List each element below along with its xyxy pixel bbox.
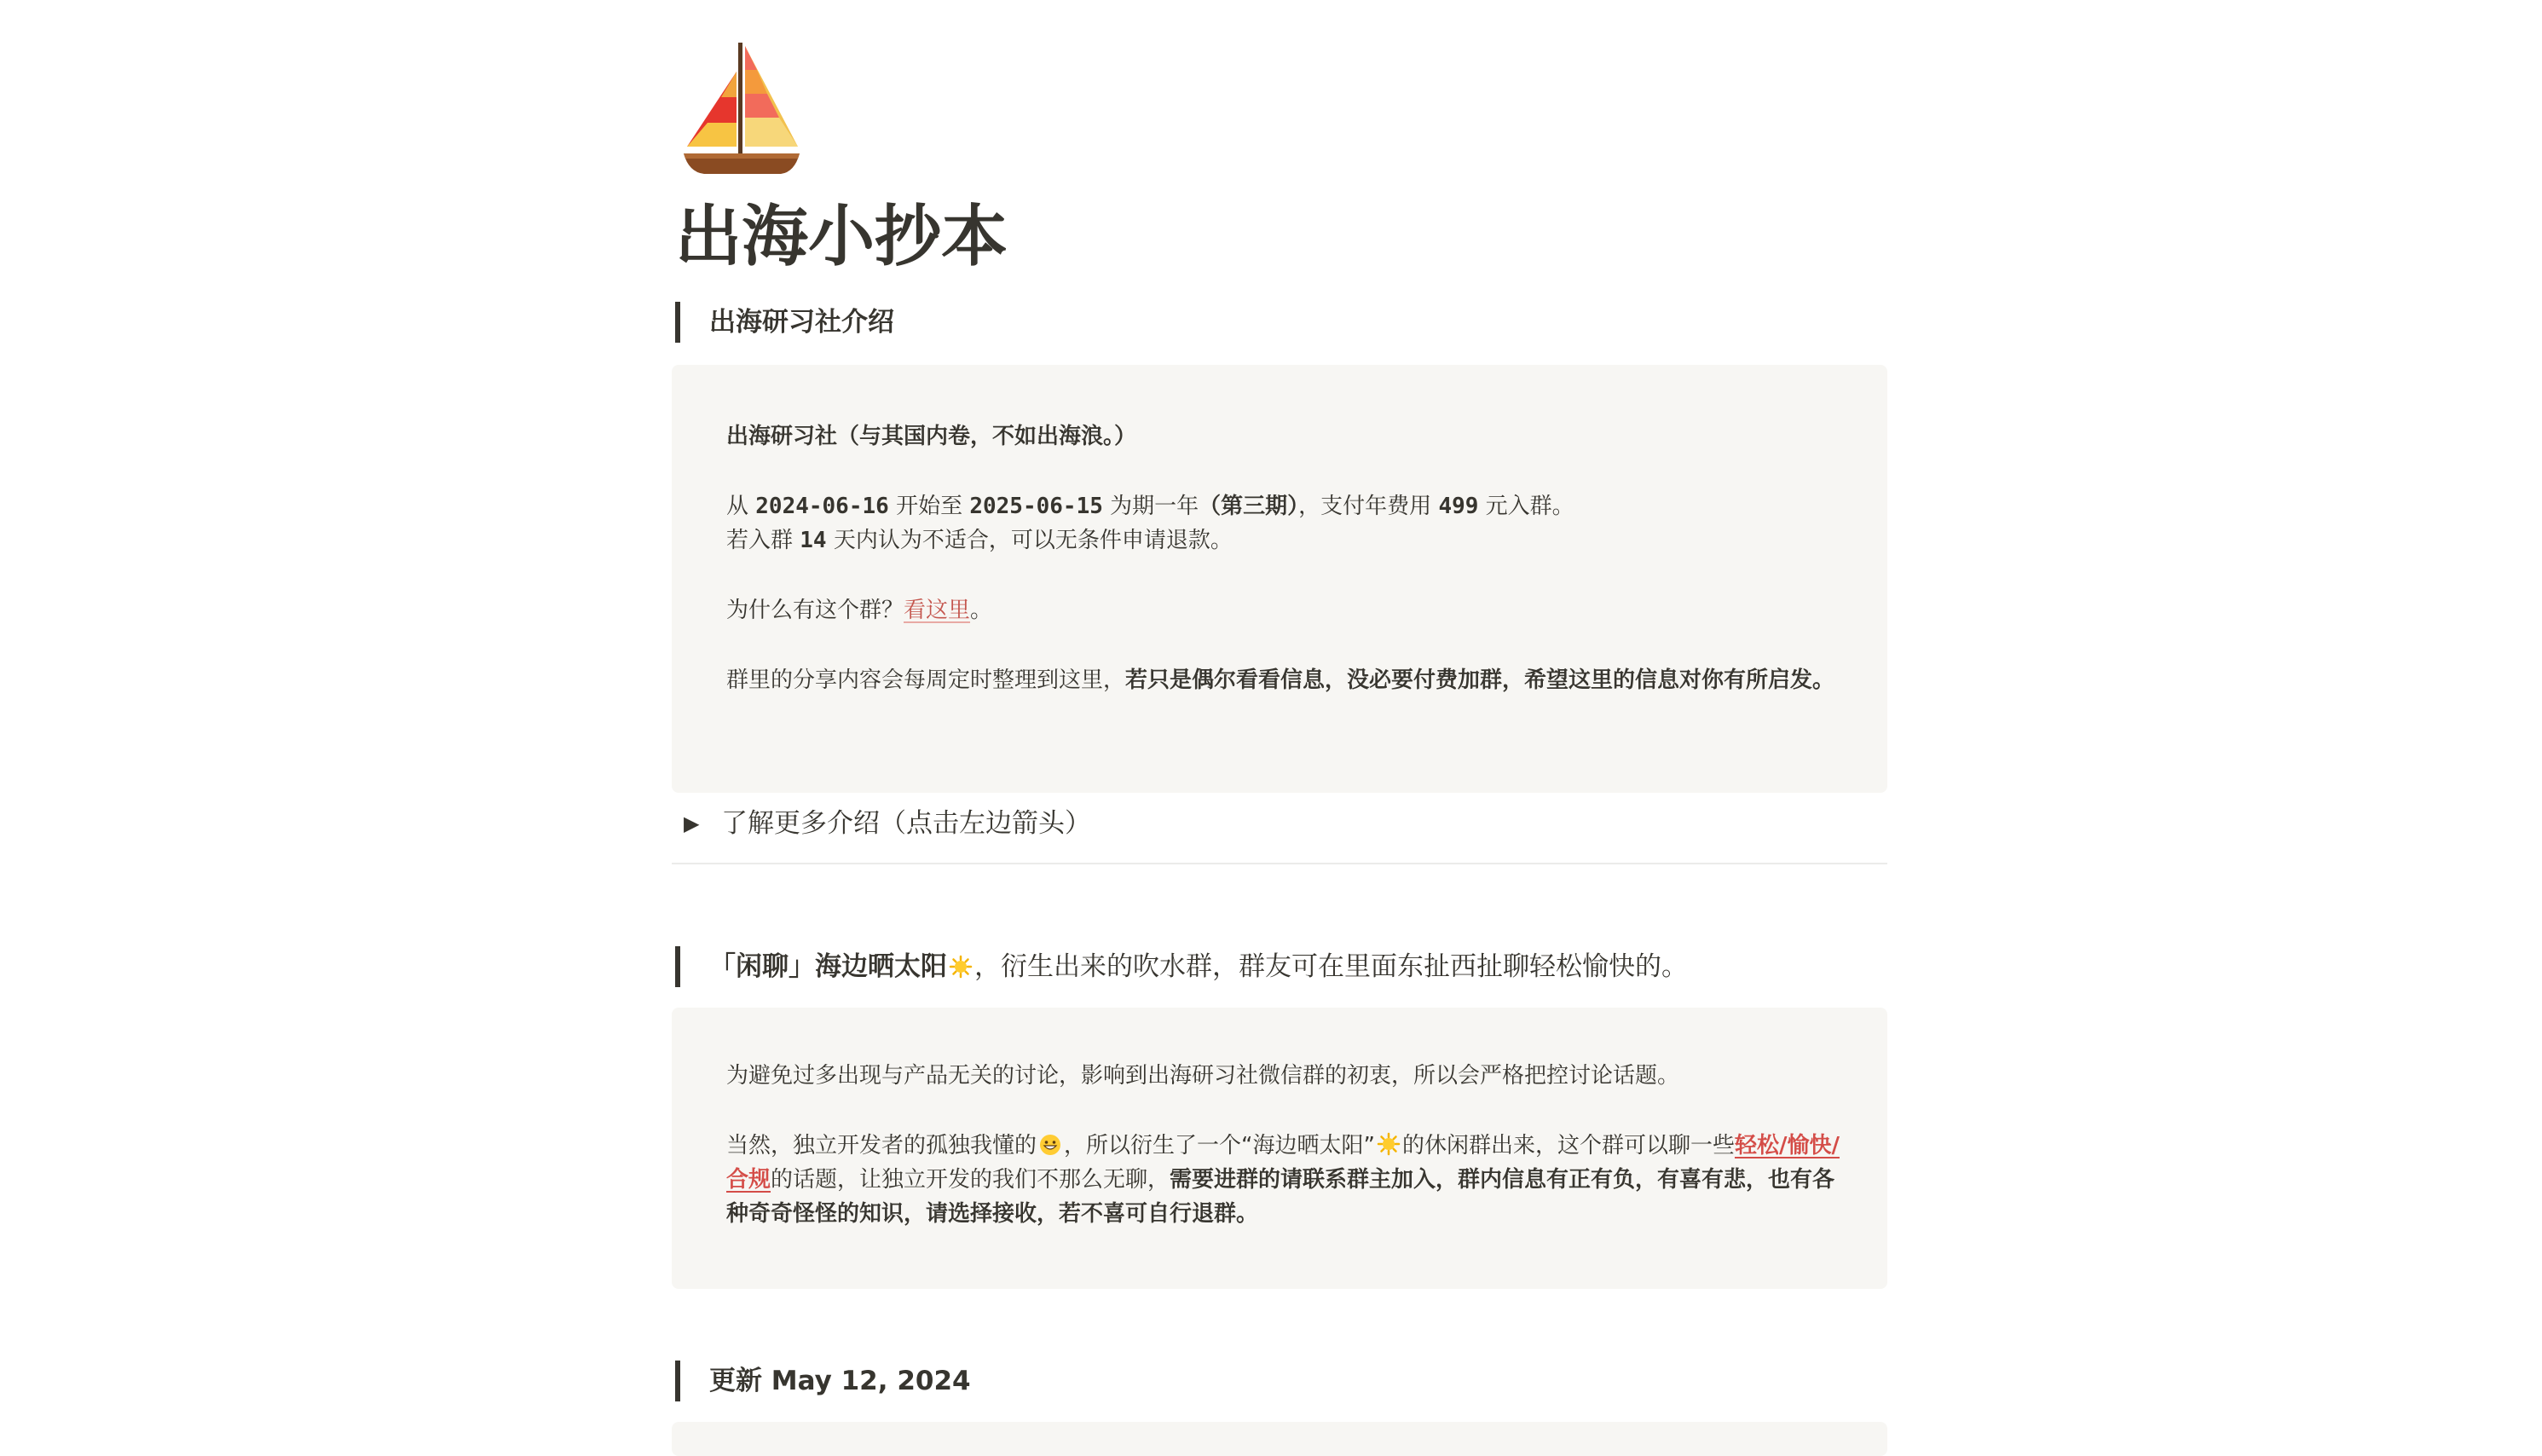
toggle-arrow-icon[interactable]: ▶ [684, 812, 700, 835]
more-intro-toggle[interactable] [672, 793, 1887, 864]
page-title[interactable]: 出海小抄本 [675, 199, 1008, 275]
update-callout [672, 1422, 1887, 1456]
intro-callout [672, 365, 1887, 793]
quote-text: 出海研习社介绍 [709, 307, 894, 338]
sailboat-icon[interactable] [682, 38, 801, 174]
section-quote-chat [675, 946, 1688, 987]
quote-bold-text: 「闲聊」海边晒太阳 [709, 951, 947, 982]
section-quote-update [675, 1361, 971, 1401]
date-end: 2025-06-15 [969, 494, 1103, 519]
grin-emoji-icon [1038, 1133, 1062, 1157]
toggle-label: 了解更多介绍（点击左边箭头） [721, 808, 1091, 839]
quote-rest-text: ，衍生出来的吹水群，群友可在里面东扯西扯聊轻松愉快的。 [974, 951, 1688, 982]
date-start: 2024-06-16 [755, 494, 889, 519]
callout-line: 出海研习社（与其国内卷，不如出海浪。） [726, 424, 1137, 449]
chat-callout [672, 1008, 1887, 1289]
callout-line: 为什么有这个群？看这里。 [726, 598, 993, 623]
quote-text: 更新 May 12, 2024 [709, 1366, 971, 1396]
refund-days: 14 [800, 528, 827, 553]
callout-line: 从 2024-06-16 开始至 2025-06-15 为期一年（第三期），支付年费用 499 元入群。 [726, 494, 1574, 519]
fee-value: 499 [1438, 494, 1479, 519]
sun-icon [1377, 1132, 1401, 1156]
highlight-text: 轻松/愉快/合规 [726, 1133, 1840, 1193]
sun-icon [949, 955, 973, 979]
callout-line: 为避免过多出现与产品无关的讨论，影响到出海研习社微信群的初衷，所以会严格把控讨论话题。 [726, 1063, 1680, 1089]
section-quote-intro [675, 302, 894, 343]
callout-line: 群里的分享内容会每周定时整理到这里，若只是偶尔看看信息，没必要付费加群，希望这里的信息对你有所启发。 [726, 667, 1835, 693]
see-here-link[interactable]: 看这里 [904, 598, 971, 623]
callout-line: 当然，独立开发者的孤独我懂的 ，所以衍生了一个“海边晒太阳” 的休闲群出来，这个群可以聊一些轻松/愉快/合规的话题，让独立开发的我们不那么无聊，需要进群的请联系群主加入，群内信息有正有负，有喜有悲，也有各种奇奇怪怪的知识，请选择接收，若不喜可自行退群。 [726, 1133, 1840, 1227]
callout-line: 若入群 14 天内认为不适合，可以无条件申请退款。 [726, 528, 1233, 553]
